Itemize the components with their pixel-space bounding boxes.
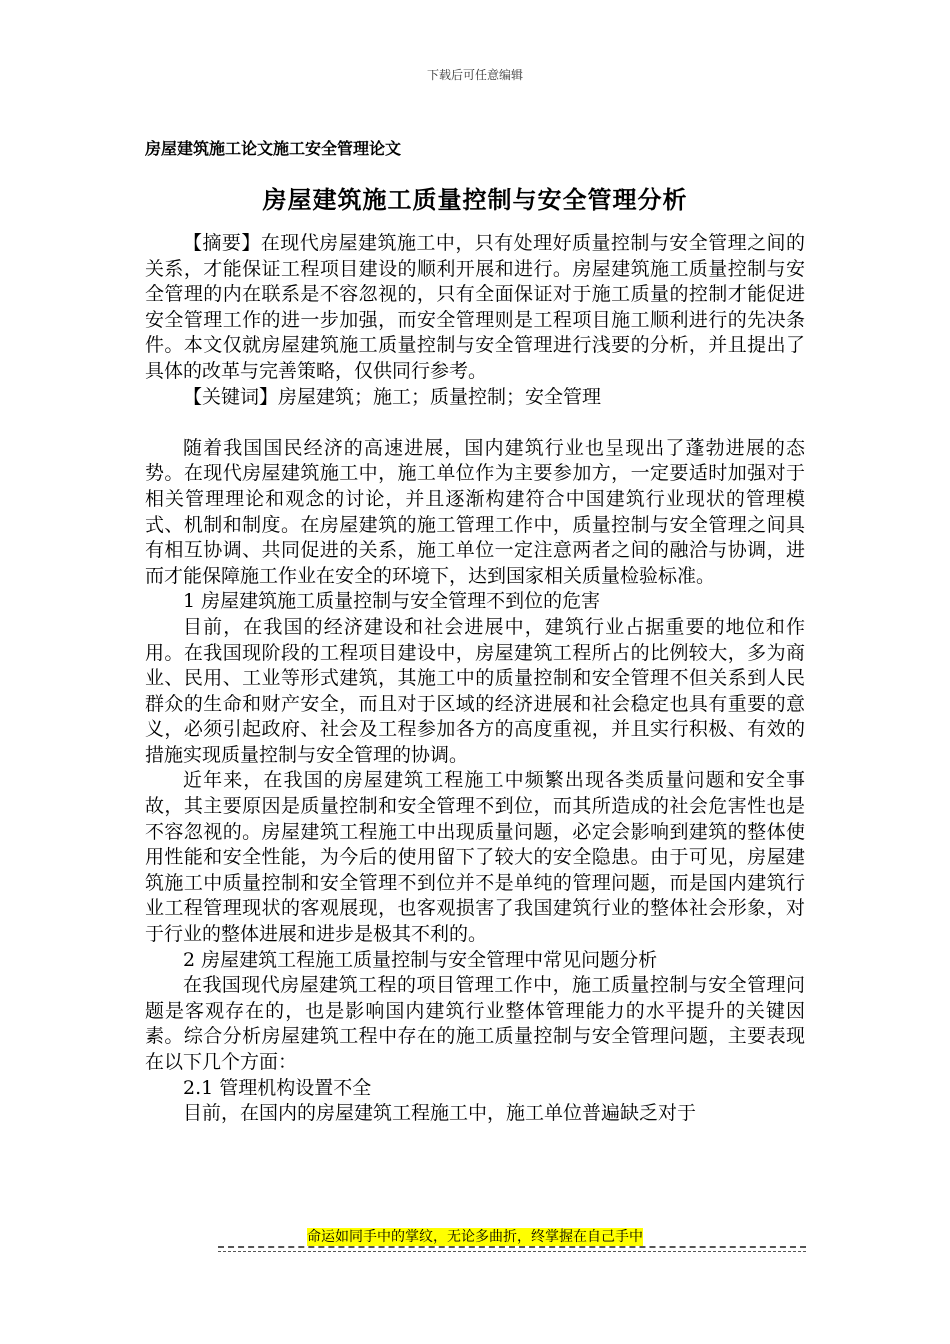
body-paragraph: 在我国现代房屋建筑工程的项目管理工作中，施工质量控制与安全管理问题是客观存在的，也是影响国内建筑行业整体管理能力的水平提升的关键因素。综合分析房屋建筑工程中存在的施工质量控制与安全管理问题，主要表现在以下几个方面： xyxy=(145,974,805,1073)
footer-motto xyxy=(0,1226,950,1246)
footer-divider xyxy=(218,1246,806,1252)
body-paragraph: 目前，在国内的房屋建筑工程施工中，施工单位普遍缺乏对于 xyxy=(183,1102,697,1125)
body-paragraph: 近年来，在我国的房屋建筑工程施工中频繁出现各类质量问题和安全事故，其主要原因是质量控制和安全管理不到位，而其所造成的社会危害性也是不容忽视的。房屋建筑工程施工中出现质量问题，必定会影响到建筑的整体使用性能和安全性能，为今后的使用留下了较大的安全隐患。由于可见，房屋建筑施工中质量控制和安全管理不到位并不是单纯的管理问题，而是国内建筑行业工程管理现状的客观展现，也客观损害了我国建筑行业的整体社会形象，对于行业的整体进展和进步是极其不利的。 xyxy=(145,769,805,946)
keywords-paragraph: 【关键词】房屋建筑；施工；质量控制；安全管理 xyxy=(183,385,602,408)
subsection-heading-2-1: 2.1 管理机构设置不全 xyxy=(183,1076,372,1099)
header-note: 下载后可任意编辑 xyxy=(426,68,523,82)
intro-paragraph: 随着我国国民经济的高速进展，国内建筑行业也呈现出了蓬勃进展的态势。在现代房屋建筑施工中，施工单位作为主要参加方，一定要适时加强对于相关管理理论和观念的讨论，并且逐渐构建符合中国建筑行业现状的管理模式、机制和制度。在房屋建筑的施工管理工作中，质量控制与安全管理之间具有相互协调、共同促进的关系，施工单位一定注意两者之间的融洽与协调，进而才能保障施工作业在安全的环境下，达到国家相关质量检验标准。 xyxy=(145,436,805,587)
abstract-paragraph: 【摘要】在现代房屋建筑施工中，只有处理好质量控制与安全管理之间的关系，才能保证工程项目建设的顺利开展和进行。房屋建筑施工质量控制与安全管理的内在联系是不容忽视的，只有全面保证对于施工质量的控制才能促进安全管理工作的进一步加强，而安全管理则是工程项目施工顺利进行的先决条件。本文仅就房屋建筑施工质量控制与安全管理进行浅要的分析，并且提出了具体的改革与完善策略，仅供同行参考。 xyxy=(145,232,805,382)
section-heading-1: 1 房屋建筑施工质量控制与安全管理不到位的危害 xyxy=(183,590,601,613)
category-line: 房屋建筑施工论文施工安全管理论文 xyxy=(145,139,402,158)
footer-motto-text: 命运如同手中的掌纹，无论多曲折，终掌握在自己手中 xyxy=(307,1229,643,1245)
article-body xyxy=(145,231,805,1127)
section-heading-2: 2 房屋建筑工程施工质量控制与安全管理中常见问题分析 xyxy=(183,948,658,971)
body-paragraph: 目前，在我国的经济建设和社会进展中，建筑行业占据重要的地位和作用。在我国现阶段的工程项目建设中，房屋建筑工程所占的比例较大，多为商业、民用、工业等形式建筑，其施工中的质量控制和安全管理不但关系到人民群众的生命和财产安全，而且对于区域的经济进展和社会稳定也具有重要的意义，必须引起政府、社会及工程参加各方的高度重视，并且实行积极、有效的措施实现质量控制与安全管理的协调。 xyxy=(145,615,805,766)
article-title: 房屋建筑施工质量控制与安全管理分析 xyxy=(262,185,688,214)
